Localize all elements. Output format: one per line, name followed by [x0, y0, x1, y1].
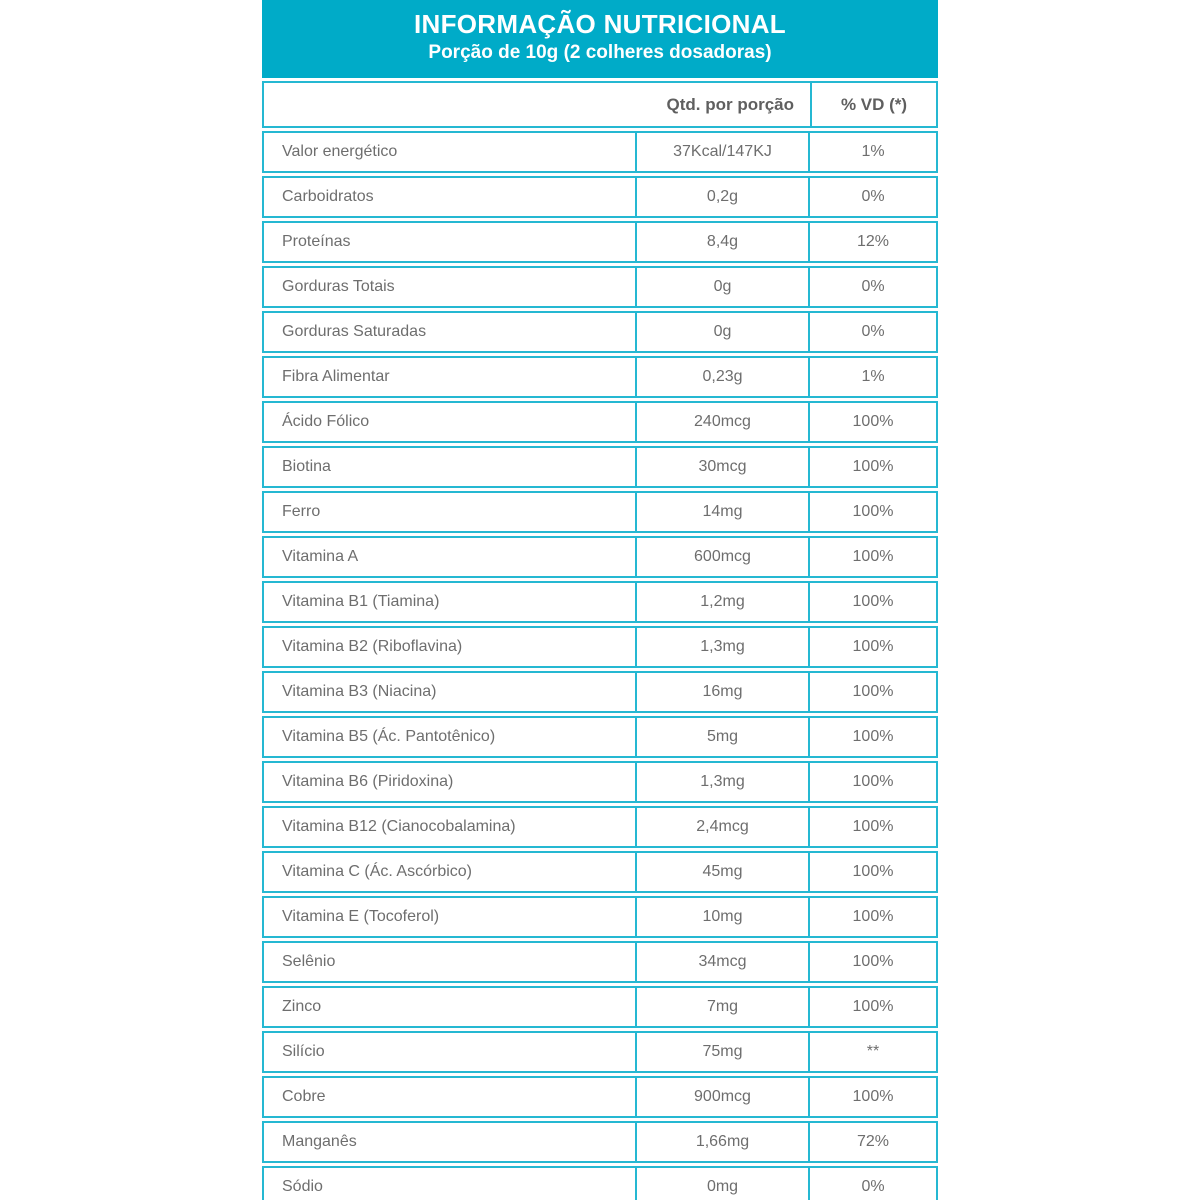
nutrient-quantity: 0,23g [635, 358, 810, 396]
nutrient-name: Vitamina C (Ác. Ascórbico) [282, 863, 472, 880]
nutrient-quantity: 1,2mg [635, 583, 810, 621]
table-row [262, 761, 938, 803]
nutrient-daily-value: 100% [852, 683, 894, 700]
table-row [262, 581, 938, 623]
nutrient-name: Vitamina A [282, 548, 359, 565]
serving-size: Porção de 10g (2 colheres dosadoras) [428, 42, 772, 63]
nutrient-name: Ferro [282, 503, 321, 520]
table-row [262, 491, 938, 533]
nutrient-name: Vitamina B12 (Cianocobalamina) [282, 818, 516, 835]
nutrient-quantity: 1,3mg [635, 763, 810, 801]
nutrient-quantity: 5mg [635, 718, 810, 756]
nutrient-daily-value: 100% [852, 503, 894, 520]
nutrient-daily-value: 100% [852, 593, 894, 610]
nutrient-daily-value: 0% [861, 278, 885, 295]
nutrient-daily-value: 100% [852, 1088, 894, 1105]
table-row [262, 401, 938, 443]
nutrient-quantity: 14mg [635, 493, 810, 531]
nutrient-quantity: 30mcg [635, 448, 810, 486]
nutrient-name: Ácido Fólico [282, 413, 370, 430]
nutrient-daily-value: 1% [861, 143, 885, 160]
table-row [262, 626, 938, 668]
nutrient-quantity: 45mg [635, 853, 810, 891]
table-row [262, 806, 938, 848]
nutrient-quantity: 900mcg [635, 1078, 810, 1116]
nutrient-quantity: 37Kcal/147KJ [635, 133, 810, 171]
table-row [262, 266, 938, 308]
nutrient-daily-value: 12% [856, 233, 890, 250]
nutrient-quantity: 1,66mg [635, 1123, 810, 1161]
nutrient-name: Proteínas [282, 233, 351, 250]
nutrient-daily-value: 0% [861, 323, 885, 340]
nutrient-quantity: 8,4g [635, 223, 810, 261]
nutrient-daily-value: ** [866, 1043, 880, 1060]
nutrient-quantity: 600mcg [635, 538, 810, 576]
table-row [262, 1166, 938, 1200]
nutrient-quantity: 240mcg [635, 403, 810, 441]
nutrient-daily-value: 100% [852, 728, 894, 745]
column-header-quantity: Qtd. por porção [666, 94, 794, 114]
nutrient-name: Vitamina B1 (Tiamina) [282, 593, 440, 610]
table-row [262, 176, 938, 218]
nutrient-daily-value: 100% [852, 908, 894, 925]
nutrient-quantity: 10mg [635, 898, 810, 936]
table-row [262, 1031, 938, 1073]
table-row [262, 896, 938, 938]
table-title: INFORMAÇÃO NUTRICIONAL [413, 9, 786, 39]
table-row [262, 446, 938, 488]
nutrient-daily-value: 100% [852, 953, 894, 970]
nutrient-quantity: 0mg [635, 1168, 810, 1200]
nutrient-daily-value: 0% [861, 188, 885, 205]
table-row [262, 1076, 938, 1118]
nutrient-daily-value: 100% [852, 413, 894, 430]
nutrient-name: Sódio [282, 1178, 323, 1195]
column-header-row [262, 81, 938, 128]
nutrient-name: Valor energético [282, 143, 398, 160]
nutrition-rows [262, 131, 938, 1200]
nutrient-quantity: 0g [635, 268, 810, 306]
nutrient-daily-value: 100% [852, 458, 894, 475]
nutrient-name: Silício [282, 1043, 325, 1060]
column-header-daily-value: % VD (*) [810, 83, 936, 126]
nutrient-daily-value: 100% [852, 548, 894, 565]
table-row [262, 716, 938, 758]
nutrient-daily-value: 100% [852, 818, 894, 835]
nutrient-name: Biotina [282, 458, 331, 475]
nutrient-quantity: 75mg [635, 1033, 810, 1071]
nutrient-quantity: 1,3mg [635, 628, 810, 666]
nutrient-name: Manganês [282, 1133, 357, 1150]
nutrient-daily-value: 0% [861, 1178, 885, 1195]
nutrient-quantity: 0,2g [635, 178, 810, 216]
table-row [262, 536, 938, 578]
nutrient-quantity: 7mg [635, 988, 810, 1026]
nutrient-name: Zinco [282, 998, 322, 1015]
table-row [262, 986, 938, 1028]
nutrient-quantity: 34mcg [635, 943, 810, 981]
table-row [262, 356, 938, 398]
nutrient-daily-value: 100% [852, 773, 894, 790]
nutrition-label [262, 0, 938, 1200]
title-band [262, 0, 938, 78]
nutrient-name: Carboidratos [282, 188, 374, 205]
nutrient-quantity: 2,4mcg [635, 808, 810, 846]
nutrient-daily-value: 100% [852, 638, 894, 655]
nutrient-name: Gorduras Totais [282, 278, 395, 295]
table-row [262, 221, 938, 263]
nutrient-daily-value: 72% [856, 1133, 890, 1150]
table-row [262, 671, 938, 713]
nutrient-name: Vitamina E (Tocoferol) [282, 908, 440, 925]
table-row [262, 941, 938, 983]
nutrient-name: Vitamina B3 (Niacina) [282, 683, 437, 700]
table-row [262, 311, 938, 353]
table-row [262, 851, 938, 893]
nutrient-name: Vitamina B5 (Ác. Pantotênico) [282, 728, 496, 745]
nutrient-daily-value: 100% [852, 998, 894, 1015]
nutrient-quantity: 0g [635, 313, 810, 351]
nutrient-name: Cobre [282, 1088, 326, 1105]
nutrient-quantity: 16mg [635, 673, 810, 711]
nutrient-name: Fibra Alimentar [282, 368, 390, 385]
nutrient-daily-value: 1% [861, 368, 885, 385]
nutrient-name: Selênio [282, 953, 336, 970]
table-row [262, 1121, 938, 1163]
nutrient-name: Vitamina B6 (Piridoxina) [282, 773, 454, 790]
nutrient-name: Gorduras Saturadas [282, 323, 427, 340]
nutrient-name: Vitamina B2 (Riboflavina) [282, 638, 463, 655]
table-row [262, 131, 938, 173]
nutrient-daily-value: 100% [852, 863, 894, 880]
